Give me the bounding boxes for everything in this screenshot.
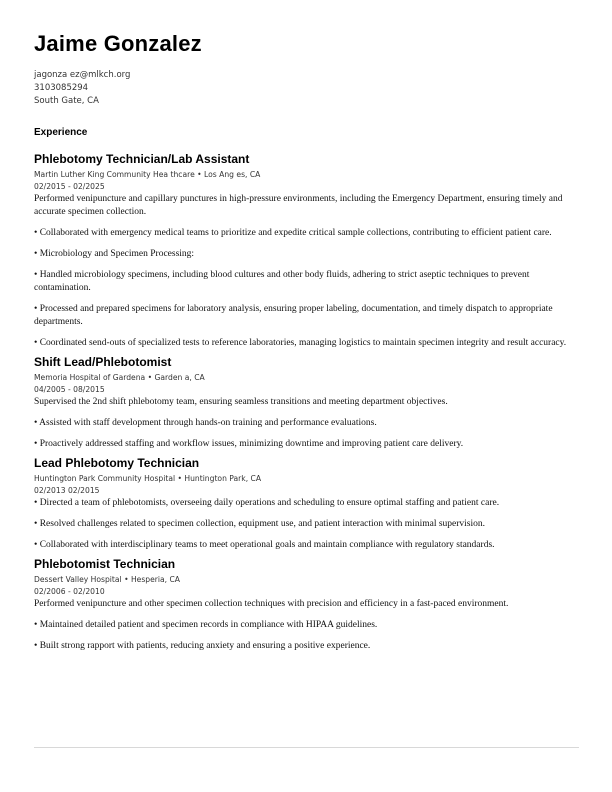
job-dates: 02/2006 - 02/2010 xyxy=(34,587,105,596)
job-paragraph: Performed venipuncture and capillary punctures in high-pressure environments, including the Emergency Department, ensuring timely and accurate specimen collection. xyxy=(34,194,563,217)
job-organization: Dessert Valley Hospital • Hesperia, CA xyxy=(34,575,181,584)
contact-phone: 3103085294 xyxy=(34,83,89,93)
job-paragraph: Performed venipuncture and other specimen collection techniques with precision and efficiency in a fast-paced environment. xyxy=(34,599,509,609)
job-dates: 02/2015 - 02/2025 xyxy=(34,182,105,191)
resume-page xyxy=(34,30,580,661)
job-bullet: • Collaborated with emergency medical teams to prioritize and expedite critical sample collections, contributing to efficient patient care. xyxy=(34,228,552,238)
contact-email: jagonza ez@mlkch.org xyxy=(34,70,131,80)
job-bullet: • Maintained detailed patient and specimen records in compliance with HIPAA guidelines. xyxy=(34,620,378,630)
job-entry xyxy=(34,152,580,350)
job-bullet: • Collaborated with interdisciplinary teams to meet operational goals and maintain compliance with regulatory standards. xyxy=(34,540,495,550)
job-organization: Martin Luther King Community Hea thcare • Los Ang es, CA xyxy=(34,170,261,179)
job-bullet: • Resolved challenges related to specimen collection, equipment use, and patient interaction with minimal supervision. xyxy=(34,519,486,529)
job-title: Phlebotomist Technician xyxy=(34,557,176,571)
footer-divider xyxy=(34,747,579,748)
job-bullet: • Microbiology and Specimen Processing: xyxy=(34,249,195,259)
contact-location: South Gate, CA xyxy=(34,96,99,106)
job-organization: Memoria Hospital of Gardena • Garden a, CA xyxy=(34,373,205,382)
job-bullet: • Coordinated send-outs of specialized tests to reference laboratories, managing logistics to maintain specimen integrity and result accuracy. xyxy=(34,338,567,348)
job-paragraph: Supervised the 2nd shift phlebotomy team, ensuring seamless transitions and meeting department objectives. xyxy=(34,397,448,407)
job-organization: Huntington Park Community Hospital • Huntington Park, CA xyxy=(34,474,262,483)
job-entry xyxy=(34,456,580,552)
job-title: Phlebotomy Technician/Lab Assistant xyxy=(34,152,250,166)
job-bullet: • Proactively addressed staffing and workflow issues, minimizing downtime and improving patient care delivery. xyxy=(34,439,464,449)
job-bullet: • Directed a team of phlebotomists, overseeing daily operations and scheduling to ensure optimal staffing and patient care. xyxy=(34,498,500,508)
candidate-name: Jaime Gonzalez xyxy=(34,31,202,56)
job-entry xyxy=(34,557,580,653)
job-bullet: • Processed and prepared specimens for laboratory analysis, ensuring proper labeling, documentation, and timely dispatch to appropriate departments. xyxy=(34,304,553,327)
job-bullet: • Built strong rapport with patients, reducing anxiety and ensuring a positive experience. xyxy=(34,641,371,651)
experience-heading: Experience xyxy=(34,127,88,138)
job-bullet: • Handled microbiology specimens, including blood cultures and other body fluids, adhering to strict aseptic techniques to prevent contamination. xyxy=(34,270,530,293)
job-dates: 04/2005 - 08/2015 xyxy=(34,385,105,394)
job-bullet: • Assisted with staff development through hands-on training and performance evaluations. xyxy=(34,418,377,428)
job-title: Lead Phlebotomy Technician xyxy=(34,456,200,470)
job-dates: 02/2013 02/2015 xyxy=(34,486,100,495)
job-entry xyxy=(34,355,580,451)
contact-block xyxy=(34,69,580,108)
job-title: Shift Lead/Phlebotomist xyxy=(34,355,172,369)
